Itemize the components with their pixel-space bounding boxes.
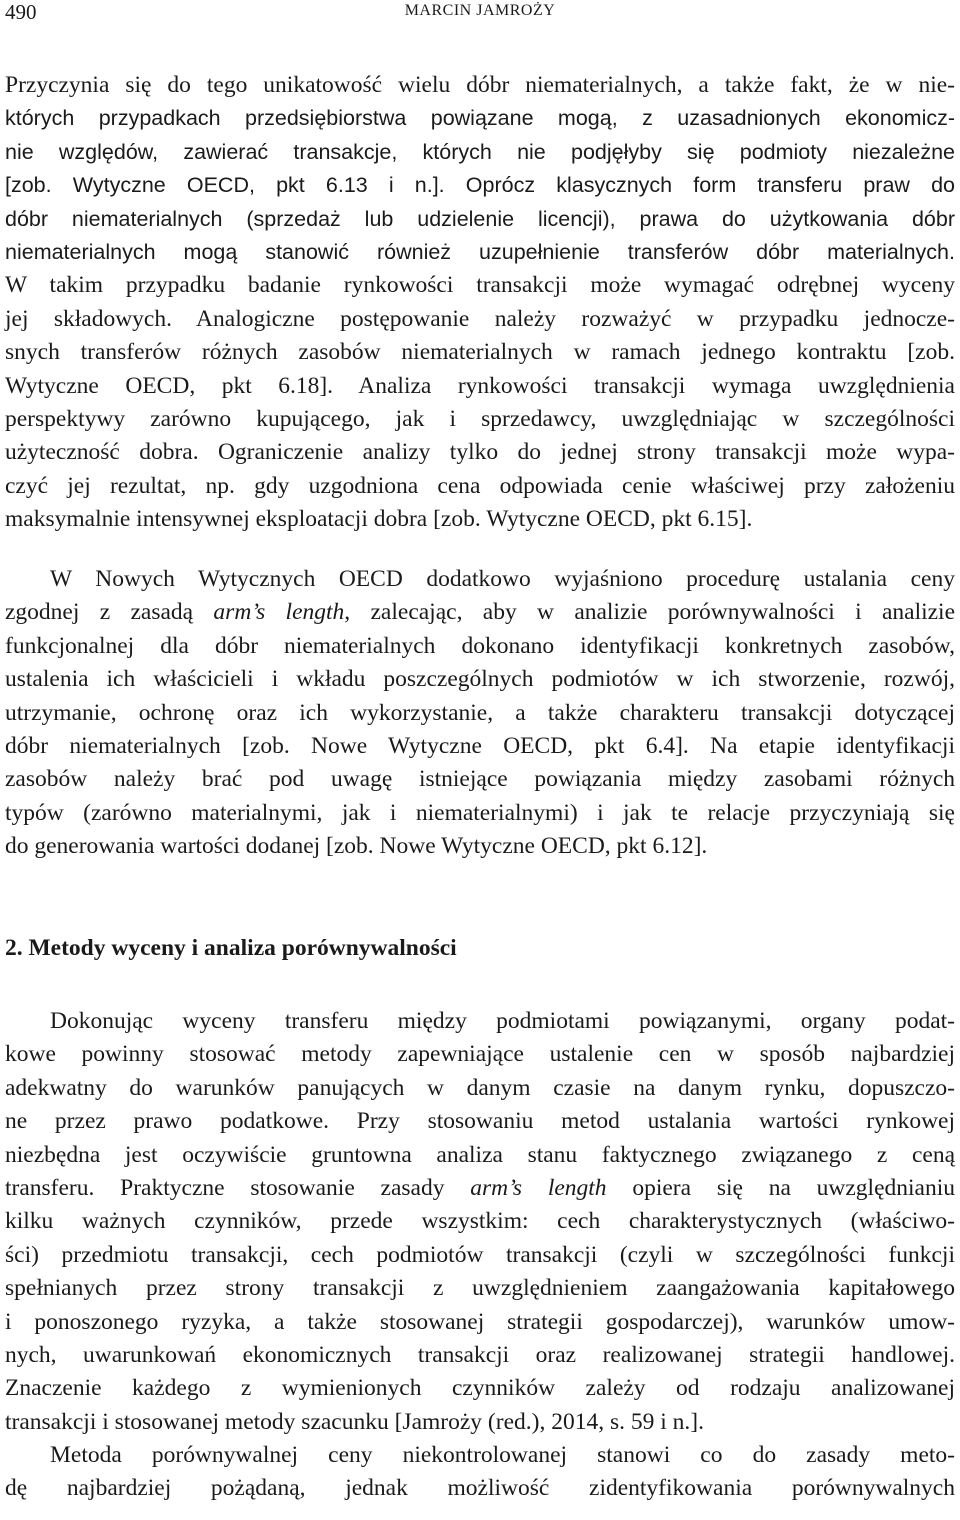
text-line: dóbr niematerialnych (sprzedaż lub udzielenie licencji), prawa do użytkowania dóbr	[5, 206, 955, 231]
italic-term: arm’s length	[470, 1174, 607, 1201]
text-line: niematerialnych mogą stanowić również uzupełnienie transferów dóbr materialnych.	[5, 239, 955, 264]
text-run: transferu. Praktyczne stosowanie zasady	[5, 1174, 471, 1201]
text-line: W takim przypadku badanie rynkowości transakcji może wymagać odrębnej wyceny	[5, 272, 955, 299]
text-line: dę najbardziej pożądaną, jednak możliwość zidentyfikowania porównywalnych	[5, 1475, 955, 1502]
text-line: Przyczynia się do tego unikatowość wielu dóbr niematerialnych, a także fakt, że w nie-	[5, 72, 955, 98]
text-line: ne przez prawo podatkowe. Przy stosowaniu metod ustalania wartości rynkowej	[5, 1108, 955, 1135]
text-line: i ponoszonego ryzyka, a także stosowanej strategii gospodarczej), warunków umow-	[5, 1308, 955, 1335]
text-line: W Nowych Wytycznych OECD dodatkowo wyjaśniono procedurę ustalania ceny	[50, 566, 955, 592]
text-line: niezbędna jest oczywiście gruntowna analiza stanu faktycznego związanego z ceną	[5, 1141, 955, 1168]
text-line: nie względów, zawierać transakcje, których nie podjęłyby się podmioty niezależne	[5, 139, 955, 164]
text-line: kilku ważnych czynników, przede wszystkim: cech charakterystycznych (właściwo-	[5, 1208, 955, 1235]
text-line: do generowania wartości dodanej [zob. Nowe Wytyczne OECD, pkt 6.12].	[5, 833, 708, 860]
text-line: czyć jej rezultat, np. gdy uzgodniona cena odpowiada cenie właściwej przy założeniu	[5, 472, 955, 499]
text-line: transakcji i stosowanej metody szacunku [Jamroży (red.), 2014, s. 59 i n.].	[5, 1408, 704, 1435]
text-line: których przypadkach przedsiębiorstwa powiązane mogą, z uzasadnionych ekonomicz-	[5, 106, 955, 131]
text-line: dóbr niematerialnych [zob. Nowe Wytyczne OECD, pkt 6.4]. Na etapie identyfikacji	[5, 732, 955, 759]
text-line: Wytyczne OECD, pkt 6.18]. Analiza rynkowości transakcji wymaga uwzględnienia	[5, 372, 955, 399]
text-line: typów (zarówno materialnymi, jak i niematerialnymi) i jak te relacje przyczyniają się	[5, 799, 955, 826]
text-run: zgodnej z zasadą	[5, 599, 214, 626]
text-line: maksymalnie intensywnej eksploatacji dobra [zob. Wytyczne OECD, pkt 6.15].	[5, 506, 753, 533]
text-line	[5, 596, 955, 629]
text-line: utrzymanie, ochronę oraz ich wykorzystanie, a także charakteru transakcji dotyczącej	[5, 699, 955, 726]
text-line: snych transferów różnych zasobów niematerialnych w ramach jednego kontraktu [zob.	[5, 339, 955, 366]
page-header	[0, 0, 960, 30]
text-line: adekwatny do warunków panujących w danym czasie na danym rynku, dopuszczo-	[5, 1074, 955, 1101]
text-line: ustalenia ich właścicieli i wkładu poszczególnych podmiotów w ich stworzenie, rozwój,	[5, 666, 955, 693]
text-line: Metoda porównywalnej ceny niekontrolowanej stanowi co do zasady meto-	[50, 1442, 955, 1469]
text-line: użyteczność dobra. Ograniczenie analizy tylko do jednej strony transakcji może wypa-	[5, 439, 955, 466]
italic-term: arm’s length	[213, 599, 345, 626]
text-line: jej składowych. Analogiczne postępowanie należy rozważyć w przypadku jednocze-	[5, 305, 955, 332]
text-line	[5, 1172, 955, 1205]
text-run: , zalecając, aby w analizie porównywalności i analizie	[344, 599, 956, 626]
text-run: opiera się na uwzględnianiu	[606, 1174, 955, 1201]
text-line: ści) przedmiotu transakcji, cech podmiotów transakcji (czyli w szczególności funkcji	[5, 1241, 955, 1268]
section-heading: 2. Metody wyceny i analiza porównywalności	[5, 935, 457, 961]
text-line: spełnianych przez strony transakcji z uwzględnieniem zaangażowania kapitałowego	[5, 1275, 955, 1302]
text-line: Dokonując wyceny transferu między podmiotami powiązanymi, organy podat-	[50, 1008, 955, 1034]
text-line: Znaczenie każdego z wymienionych czynników zależy od rodzaju analizowanej	[5, 1375, 955, 1402]
paragraph-3	[5, 1005, 955, 1506]
text-line: zasobów należy brać pod uwagę istniejące powiązania między zasobami różnych	[5, 766, 955, 793]
text-line: kowe powinny stosować metody zapewniające ustalenie cen w sposób najbardziej	[5, 1041, 955, 1068]
paragraph-1	[5, 69, 955, 536]
paragraph-2	[5, 563, 955, 864]
text-line: funkcjonalnej dla dóbr niematerialnych dokonano identyfikacji konkretnych zasobów,	[5, 632, 955, 659]
text-line: perspektywy zarówno kupującego, jak i sprzedawcy, uwzględniając w szczególności	[5, 405, 955, 432]
text-line: nych, uwarunkowań ekonomicznych transakcji oraz realizowanej strategii handlowej.	[5, 1341, 955, 1368]
running-head: MARCIN JAMROŻY	[404, 2, 556, 19]
page-number: 490	[5, 0, 37, 24]
text-line: [zob. Wytyczne OECD, pkt 6.13 i n.]. Oprócz klasycznych form transferu praw do	[5, 173, 955, 198]
